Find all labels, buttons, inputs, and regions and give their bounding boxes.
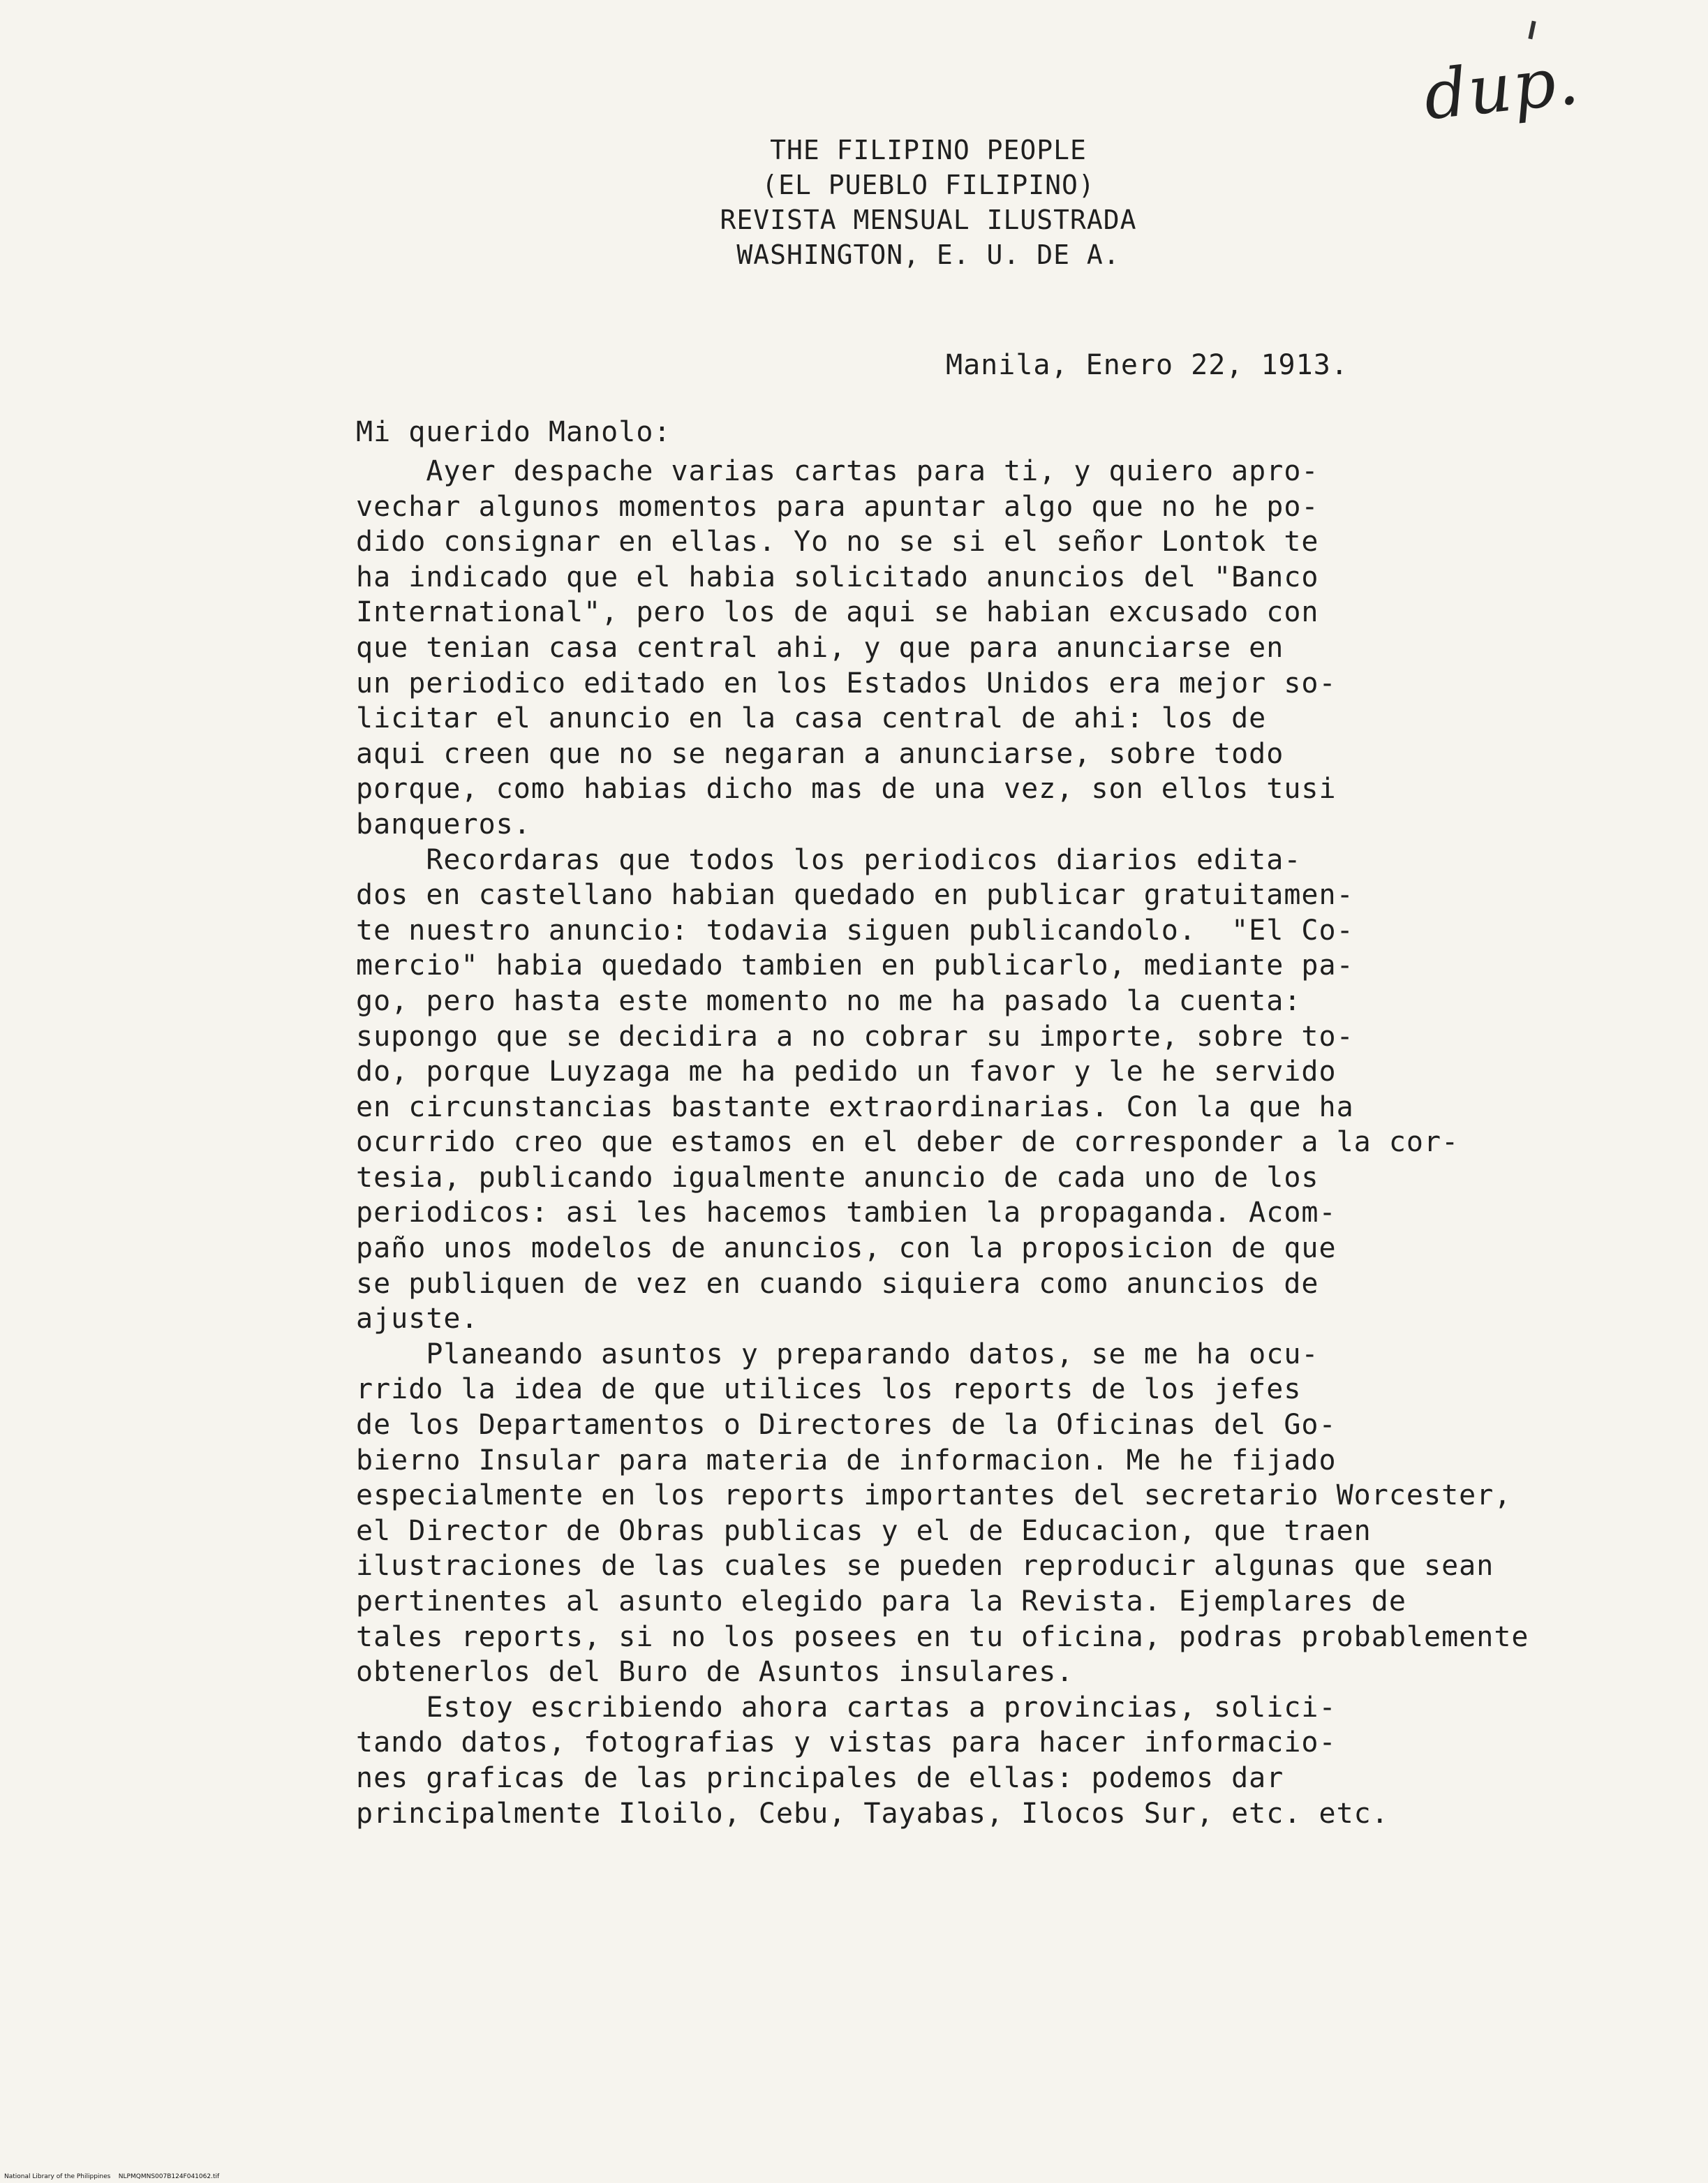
letter-date: Manila, Enero 22, 1913.	[946, 349, 1349, 381]
letter-body	[356, 454, 1584, 1831]
body-line: te nuestro anuncio: todavia siguen publicandolo. "El Co-	[356, 914, 1354, 947]
body-line: tesia, publicando igualmente anuncio de cada uno de los	[356, 1161, 1319, 1194]
body-line: Estoy escribiendo ahora cartas a provincias, solici-	[356, 1691, 1337, 1724]
letterhead-line: WASHINGTON, E. U. DE A.	[736, 239, 1120, 270]
body-line: ha indicado que el habia solicitado anuncios del "Banco	[356, 561, 1319, 593]
letterhead-line: (EL PUEBLO FILIPINO)	[762, 170, 1095, 200]
body-line: ocurrido creo que estamos en el deber de corresponder a la cor-	[356, 1126, 1460, 1159]
body-line: rrido la idea de que utilices los reports de los jefes	[356, 1373, 1302, 1406]
body-line: ajuste.	[356, 1303, 479, 1335]
body-line: International", pero los de aqui se habian excusado con	[356, 596, 1319, 629]
letterhead-line: THE FILIPINO PEOPLE	[770, 135, 1087, 165]
body-line: obtenerlos del Buro de Asuntos insulares.	[356, 1656, 1074, 1689]
body-line: porque, como habias dicho mas de una vez, son ellos tusi	[356, 773, 1337, 806]
body-line: mercio" habia quedado tambien en publicarlo, mediante pa-	[356, 949, 1354, 982]
body-line: licitar el anuncio en la casa central de ahi: los de	[356, 702, 1267, 735]
body-line: Ayer despache varias cartas para ti, y quiero apro-	[356, 455, 1319, 487]
body-line: Planeando asuntos y preparando datos, se me ha ocu-	[356, 1338, 1319, 1370]
body-line: go, pero hasta este momento no me ha pasado la cuenta:	[356, 984, 1302, 1017]
body-line: banqueros.	[356, 808, 531, 841]
body-line: dos en castellano habian quedado en publicar gratuitamen-	[356, 879, 1354, 912]
body-line: principalmente Iloilo, Cebu, Tayabas, Ilocos Sur, etc. etc.	[356, 1797, 1389, 1830]
body-line: que tenian casa central ahi, y que para anunciarse en	[356, 631, 1284, 664]
body-line: en circunstancias bastante extraordinarias. Con la que ha	[356, 1090, 1354, 1123]
body-line: Recordaras que todos los periodicos diarios edita-	[356, 843, 1302, 876]
body-line: se publiquen de vez en cuando siquiera como anuncios de	[356, 1267, 1319, 1300]
letterhead-line: REVISTA MENSUAL ILUSTRADA	[720, 205, 1137, 235]
body-line: tales reports, si no los posees en tu oficina, podras probablemente	[356, 1620, 1529, 1653]
body-line: pertinentes al asunto elegido para la Revista. Ejemplares de	[356, 1585, 1406, 1618]
body-line: ilustraciones de las cuales se pueden reproducir algunas que sean	[356, 1550, 1494, 1583]
body-line: de los Departamentos o Directores de la Oficinas del Go-	[356, 1409, 1337, 1442]
body-line: nes graficas de las principales de ellas: podemos dar	[356, 1761, 1284, 1794]
body-line: periodicos: asi les hacemos tambien la propaganda. Acom-	[356, 1197, 1337, 1229]
body-line: el Director de Obras publicas y el de Educacion, que traen	[356, 1514, 1372, 1547]
pen-mark	[1528, 21, 1536, 40]
body-line: supongo que se decidira a no cobrar su importe, sobre to-	[356, 1020, 1354, 1053]
body-line: tando datos, fotografias y vistas para hacer informacio-	[356, 1726, 1337, 1759]
body-line: paño unos modelos de anuncios, con la proposicion de que	[356, 1232, 1337, 1265]
body-line: vechar algunos momentos para apuntar algo que no he po-	[356, 490, 1319, 523]
body-line: dido consignar en ellas. Yo no se si el señor Lontok te	[356, 526, 1319, 558]
body-line: especialmente en los reports importantes del secretario Worcester,	[356, 1479, 1512, 1512]
body-line: bierno Insular para materia de informacion. Me he fijado	[356, 1444, 1337, 1477]
body-line: do, porque Luyzaga me ha pedido un favor y le he servido	[356, 1056, 1337, 1088]
letterhead	[614, 133, 1242, 272]
handwritten-annotation: dup.	[1420, 40, 1584, 135]
archive-footer: National Library of the Philippines NLPMQMNS007B124F041062.tif	[4, 2173, 220, 2180]
body-line: aqui creen que no se negaran a anunciarse, sobre todo	[356, 737, 1284, 770]
body-line: un periodico editado en los Estados Unidos era mejor so-	[356, 667, 1337, 700]
salutation: Mi querido Manolo:	[356, 416, 671, 448]
